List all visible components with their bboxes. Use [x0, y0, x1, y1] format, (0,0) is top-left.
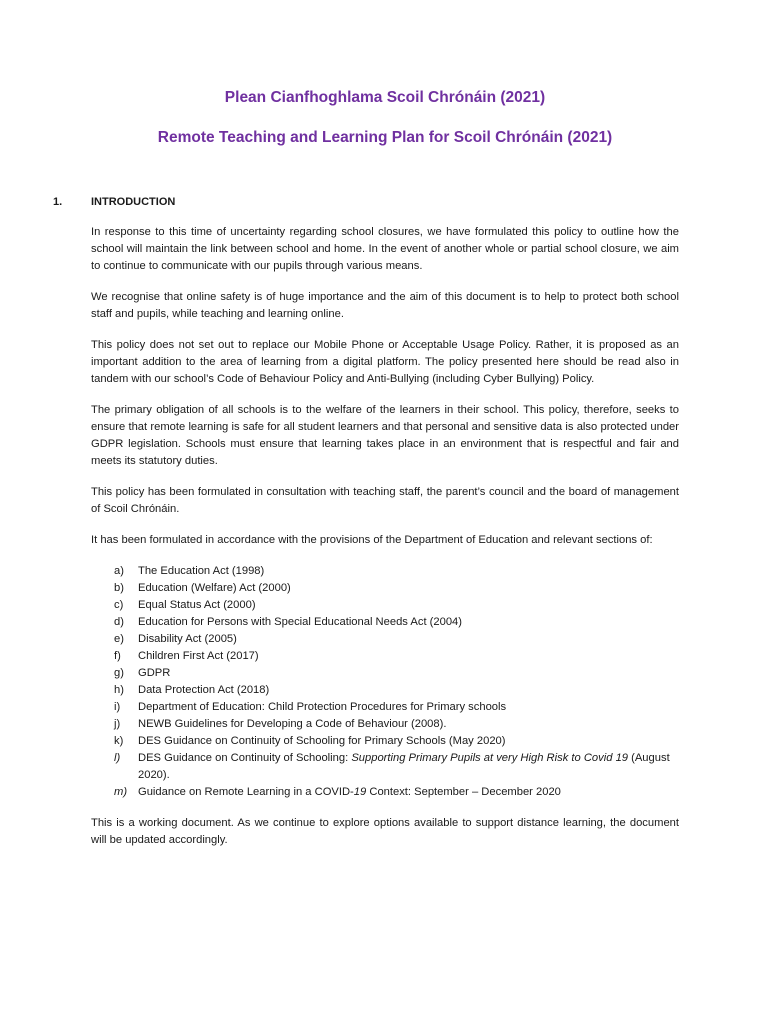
list-item — [114, 563, 679, 580]
list-marker: m) — [114, 786, 128, 798]
paragraph: This policy does not set out to replace our Mobile Phone or Acceptable Usage Policy. Rather, it is proposed as an important addition to the area of learning from a digital platform. The policy presented here should be read also in tandem with our school’s Code of Behaviour Policy and Anti-Bullying (including Cyber Bullying) Policy. — [91, 339, 679, 385]
list-item — [114, 699, 679, 716]
list-marker: g) — [114, 667, 124, 679]
list-item — [114, 682, 679, 699]
paragraph: The primary obligation of all schools is to the welfare of the learners in their school. This policy, therefore, seeks to ensure that remote learning is safe for all student learners and that personal and sensitive data is also protected under GDPR legislation. Schools must ensure that learning takes place in an environment that is respectful and fair and meets its statutory duties. — [91, 404, 679, 467]
list-item-text: Education for Persons with Special Educational Needs Act (2004) — [138, 616, 462, 628]
list-item — [114, 716, 679, 733]
paragraph: It has been formulated in accordance with the provisions of the Department of Education and relevant sections of: — [91, 534, 653, 546]
list-item-text: Children First Act (2017) — [138, 650, 259, 662]
list-item-text: GDPR — [138, 667, 171, 679]
list-marker: k) — [114, 735, 124, 747]
list-item-text-end: Context: September – December 2020 — [366, 786, 561, 798]
list-marker: b) — [114, 582, 124, 594]
list-marker: c) — [114, 599, 124, 611]
list-marker: j) — [114, 718, 121, 730]
paragraph: This policy has been formulated in consultation with teaching staff, the parent’s council and the board of management of Scoil Chrónáin. — [91, 486, 679, 515]
list-item-text: The Education Act (1998) — [138, 565, 265, 577]
list-marker: l) — [114, 752, 121, 764]
list-marker: i) — [114, 701, 121, 713]
list-marker: d) — [114, 616, 124, 628]
list-item-text-italic: 19 — [353, 786, 367, 798]
list-item-text-start: DES Guidance on Continuity of Schooling: — [138, 752, 352, 764]
list-item-text: Data Protection Act (2018) — [138, 684, 270, 696]
list-marker: a) — [114, 565, 124, 577]
list-item-text-start: Guidance on Remote Learning in a COVID- — [138, 786, 354, 798]
list-item — [114, 750, 679, 784]
list-item — [114, 784, 679, 801]
list-item — [114, 631, 679, 648]
paragraph: In response to this time of uncertainty regarding school closures, we have formulated this policy to outline how the school will maintain the link between school and home. In the event of another whole or partial school closure, we aim to continue to communicate with our pupils through various means. — [91, 226, 679, 272]
paragraph: We recognise that online safety is of huge importance and the aim of this document is to help to protect both school staff and pupils, while teaching and learning online. — [91, 291, 679, 320]
list-marker: f) — [114, 650, 121, 662]
list-item-text-end: (August 2020). — [138, 752, 670, 781]
section-body — [91, 224, 679, 849]
legislation-list — [91, 563, 679, 801]
list-item-text: DES Guidance on Continuity of Schooling for Primary Schools (May 2020) — [138, 735, 506, 747]
section-heading: INTRODUCTION — [91, 196, 176, 208]
list-item-text: Department of Education: Child Protection Procedures for Primary schools — [138, 701, 507, 713]
list-marker: h) — [114, 684, 124, 696]
list-item-text: Education (Welfare) Act (2000) — [138, 582, 291, 594]
list-item-text — [138, 786, 561, 798]
list-item-text: Equal Status Act (2000) — [138, 599, 256, 611]
list-item — [114, 597, 679, 614]
list-item — [114, 665, 679, 682]
list-item-text — [138, 752, 670, 781]
list-marker: e) — [114, 633, 124, 645]
list-item-text: Disability Act (2005) — [138, 633, 237, 645]
closing-paragraph: This is a working document. As we continue to explore options available to support distance learning, the document will be updated accordingly. — [91, 817, 679, 846]
list-item — [114, 580, 679, 597]
title-irish: Plean Cianfhoghlama Scoil Chrónáin (2021) — [224, 89, 546, 106]
title-english: Remote Teaching and Learning Plan for Scoil Chrónáin (2021) — [157, 129, 613, 146]
list-item-text: NEWB Guidelines for Developing a Code of Behaviour (2008). — [138, 718, 447, 730]
list-item-text-italic: Supporting Primary Pupils at very High Risk to Covid 19 — [351, 752, 629, 764]
list-item — [114, 648, 679, 665]
list-item — [114, 614, 679, 631]
list-item — [114, 733, 679, 750]
section-number: 1. — [53, 196, 63, 208]
